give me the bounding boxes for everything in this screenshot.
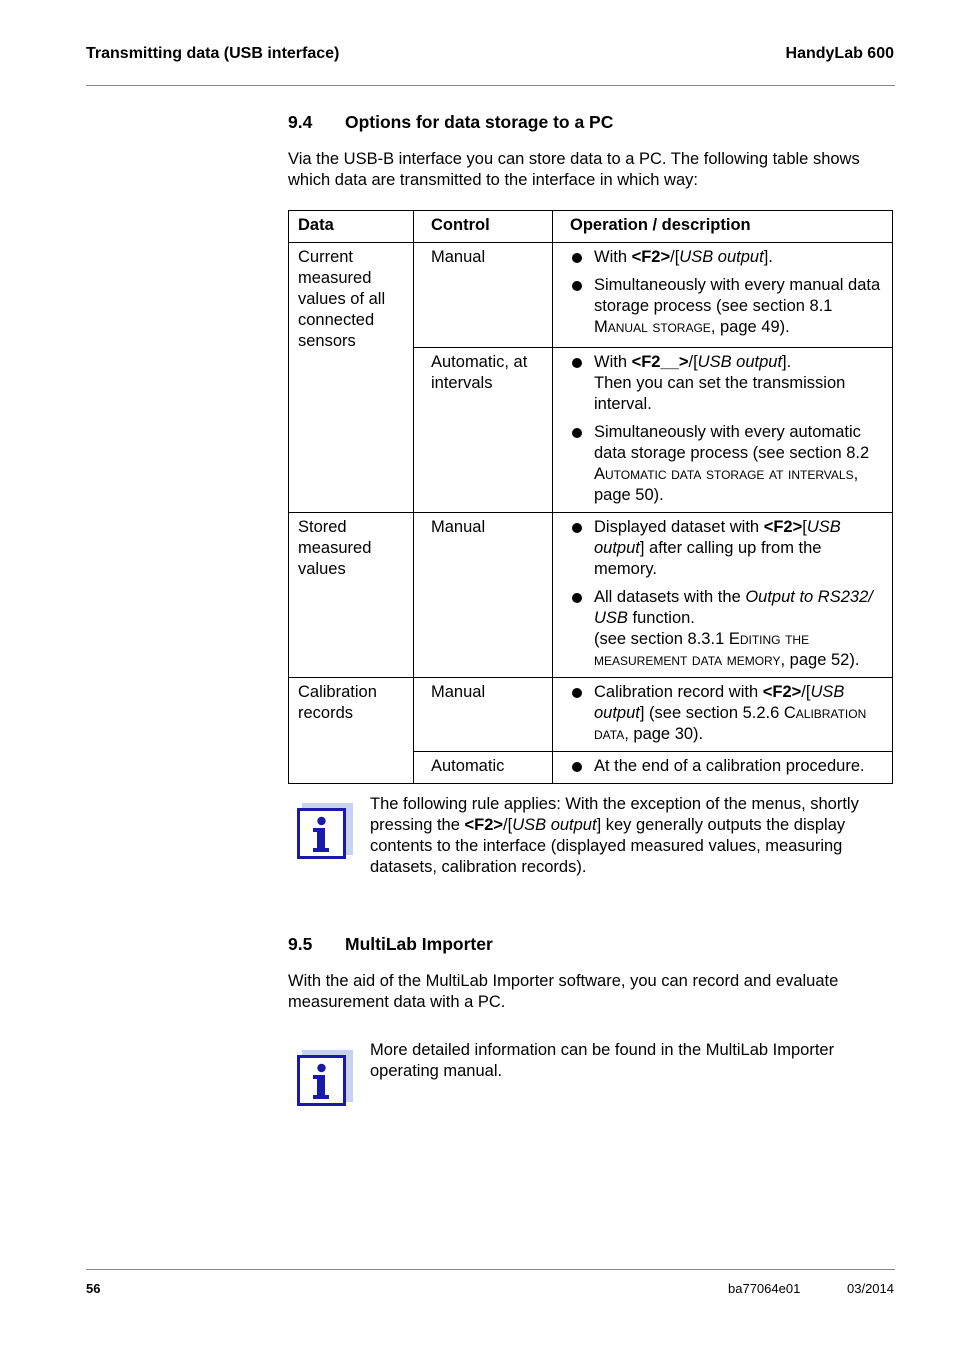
cell-control: Automatic (414, 752, 553, 784)
header-control: Control (414, 211, 553, 243)
table-row (289, 513, 893, 678)
cell-operation (553, 752, 893, 784)
header-operation: Operation / description (553, 211, 893, 243)
section-heading-9-5 (288, 934, 493, 955)
cell-operation (553, 678, 893, 752)
cell-data: Calibration records (289, 678, 414, 784)
info-icon (297, 1050, 353, 1108)
section-intro: With the aid of the MultiLab Importer software, you can record and evaluate measurement data with a PC. (288, 972, 839, 1011)
section-number: 9.5 (288, 934, 313, 954)
list-item: At the end of a calibration procedure. (570, 756, 884, 777)
list-item: With <F2__>/[USB output]. Then you can set the transmission interval. (570, 352, 884, 415)
table-row (289, 243, 893, 348)
list-item: With <F2>/[USB output]. (570, 247, 884, 268)
page-number: 56 (86, 1281, 101, 1296)
header-data: Data (289, 211, 414, 243)
info-note-importer: More detailed information can be found in the MultiLab Importer operating manual. (370, 1041, 835, 1080)
list-item: Displayed dataset with <F2>[USB output] after calling up from the memory. (570, 517, 884, 580)
data-transmission-table (288, 210, 893, 784)
section-number: 9.4 (288, 112, 313, 132)
table-header-row (289, 211, 893, 243)
running-header-product: HandyLab 600 (785, 45, 894, 62)
list-item: Simultaneously with every manual data storage process (see section 8.1 Manual storage, page 49). (570, 275, 884, 338)
section-heading-9-4 (288, 112, 613, 133)
cell-control: Automatic, at intervals (414, 348, 553, 513)
cell-data: Stored measured values (289, 513, 414, 678)
cell-data: Current measured values of all connected sensors (289, 243, 414, 513)
document-number: ba77064e01 (728, 1281, 801, 1296)
info-note-f2: The following rule applies: With the exception of the menus, shortly pressing the <F2>/[USB output] key generally outputs the display contents to the interface (displayed measured values, measuring datasets, calibration records). (370, 795, 859, 876)
cell-control: Manual (414, 513, 553, 678)
cell-operation (553, 348, 893, 513)
running-header-title: Transmitting data (USB interface) (86, 45, 340, 62)
document-date: 03/2014 (847, 1281, 894, 1296)
cell-operation (553, 513, 893, 678)
section-title: Options for data storage to a PC (345, 112, 614, 132)
list-item: Calibration record with <F2>/[USB output] (see section 5.2.6 Calibration data, page 30). (570, 682, 884, 745)
cell-operation (553, 243, 893, 348)
list-item: Simultaneously with every automatic data storage process (see section 8.2 Automatic data storage at intervals, page 50). (570, 422, 884, 506)
list-item: All datasets with the Output to RS232/ USB function. (see section 8.3.1 Editing the measurement data memory, page 52). (570, 587, 884, 671)
section-intro: Via the USB-B interface you can store data to a PC. The following table shows which data are transmitted to the interface in which way: (288, 150, 860, 189)
section-title: MultiLab Importer (345, 934, 493, 954)
table-row (289, 678, 893, 752)
header-rule (86, 85, 895, 86)
cell-control: Manual (414, 243, 553, 348)
cell-control: Manual (414, 678, 553, 752)
info-icon (297, 803, 353, 861)
footer-rule (86, 1269, 895, 1270)
